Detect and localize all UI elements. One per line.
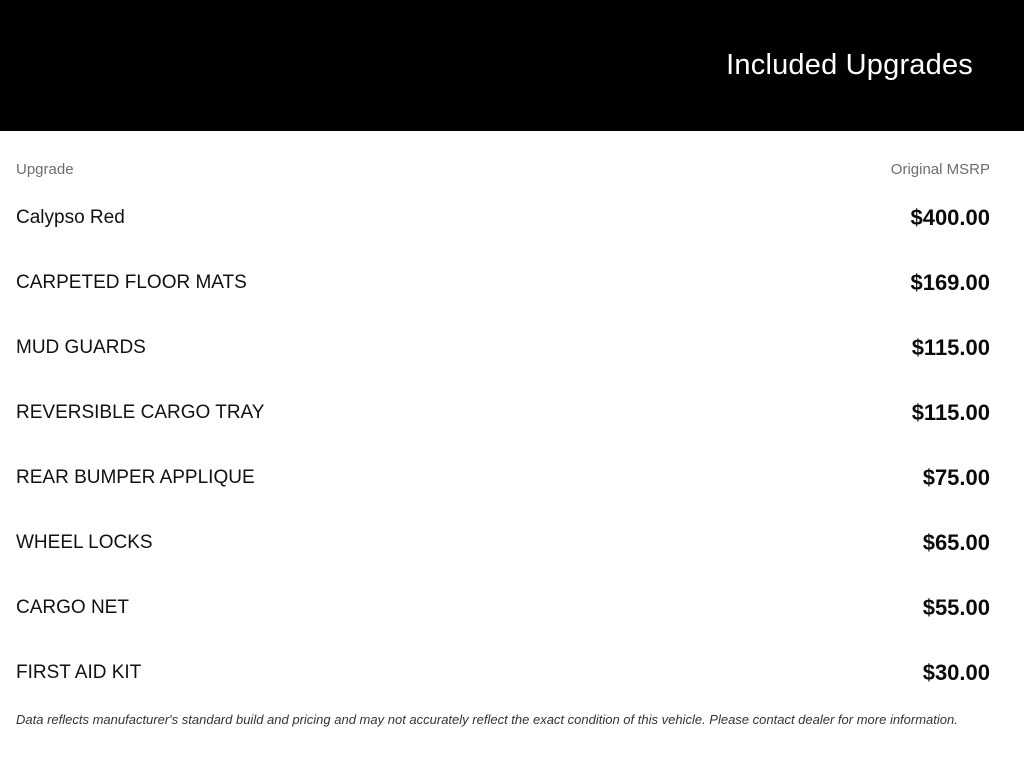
disclaimer-text: Data reflects manufacturer's standard build and pricing and may not accurately reflect the exact condition of this vehicle. Please contact dealer for more information.: [16, 712, 958, 727]
upgrade-msrp: $115.00: [911, 399, 990, 425]
table-row: [16, 445, 990, 510]
upgrade-msrp: $55.00: [922, 594, 990, 620]
table-header-row: [16, 157, 990, 181]
upgrade-msrp: $400.00: [910, 204, 990, 230]
table-row: [16, 185, 990, 250]
upgrade-name: CARGO NET: [16, 596, 129, 618]
column-header-upgrade: Upgrade: [16, 160, 74, 178]
page-title: Included Upgrades: [726, 49, 973, 81]
upgrade-name: WHEEL LOCKS: [16, 531, 153, 553]
table-body: [16, 185, 990, 705]
upgrade-msrp: $65.00: [922, 529, 990, 555]
column-header-msrp: Original MSRP: [890, 160, 990, 178]
table-row: [16, 640, 990, 705]
table-row: [16, 380, 990, 445]
upgrade-msrp: $115.00: [911, 334, 990, 360]
upgrade-name: Calypso Red: [16, 206, 125, 228]
table-row: [16, 315, 990, 380]
upgrade-msrp: $169.00: [910, 269, 990, 295]
upgrade-name: REAR BUMPER APPLIQUE: [16, 466, 255, 488]
widget-header: [0, 0, 1024, 131]
upgrade-name: REVERSIBLE CARGO TRAY: [16, 401, 265, 423]
table-row: [16, 250, 990, 315]
upgrades-table: [0, 131, 1024, 727]
table-row: [16, 510, 990, 575]
upgrade-name: CARPETED FLOOR MATS: [16, 271, 247, 293]
upgrade-msrp: $75.00: [922, 464, 990, 490]
upgrade-name: FIRST AID KIT: [16, 661, 142, 683]
upgrade-name: MUD GUARDS: [16, 336, 146, 358]
upgrade-msrp: $30.00: [922, 659, 990, 685]
table-row: [16, 575, 990, 640]
